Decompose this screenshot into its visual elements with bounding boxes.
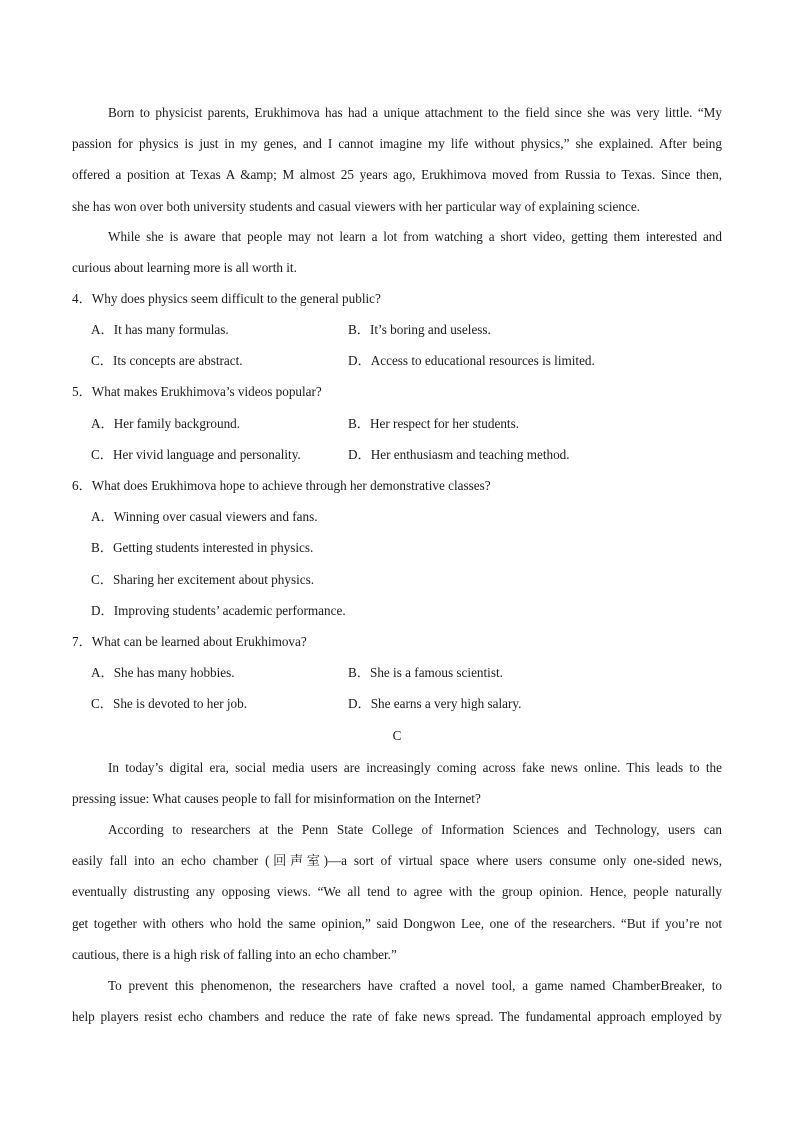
- text-line: pressing issue: What causes people to fall for misinformation on the Internet?: [72, 791, 481, 807]
- text-line: help players resist echo chambers and reduce the rate of fake news spread. The fundamental approach employed by: [72, 1009, 722, 1025]
- text-line: While she is aware that people may not learn a lot from watching a short video, getting them interested and: [108, 229, 722, 244]
- question-7-option-b: B．She is a famous scientist.: [348, 665, 503, 680]
- section-c-paragraph-3: [72, 970, 722, 1032]
- section-c-paragraph-2: [72, 814, 722, 970]
- question-4-stem: 4．Why does physics seem difficult to the general public?: [72, 291, 381, 306]
- question-5-option-c: C．Her vivid language and personality.: [91, 447, 301, 462]
- text-line: curious about learning more is all worth it.: [72, 260, 297, 276]
- question-5-option-b: B．Her respect for her students.: [348, 416, 520, 431]
- question-7-option-c: C．She is devoted to her job.: [91, 696, 248, 711]
- question-6-stem: 6．What does Erukhimova hope to achieve through her demonstrative classes?: [72, 478, 491, 493]
- question-4-option-c: C．Its concepts are abstract.: [91, 353, 243, 368]
- question-5-option-d: D．Her enthusiasm and teaching method.: [348, 447, 570, 462]
- question-6-option-a: A．Winning over casual viewers and fans.: [91, 509, 318, 524]
- text-line: In today’s digital era, social media users are increasingly coming across fake news online. This leads to the: [108, 760, 722, 775]
- text-line: get together with others who hold the same opinion,” said Dongwon Lee, one of the researchers. “But if you’re not: [72, 915, 722, 931]
- text-line: cautious, there is a high risk of falling into an echo chamber.”: [72, 946, 397, 962]
- question-4-option-a: A．It has many formulas.: [91, 322, 229, 337]
- section-c-heading: C: [392, 728, 402, 743]
- question-4-option-b: B．It’s boring and useless.: [348, 322, 491, 337]
- section-c-paragraph-1: [72, 752, 722, 814]
- question-4-option-d: D．Access to educational resources is limited.: [348, 353, 595, 368]
- text-line: eventually distrusting any opposing views. “We all tend to agree with the group opinion. Hence, people naturally: [72, 884, 722, 900]
- question-7-stem: 7．What can be learned about Erukhimova?: [72, 634, 307, 649]
- text-line: passion for physics is just in my genes, and I cannot imagine my life without physics,” she explained. After being: [72, 136, 722, 152]
- text-line: According to researchers at the Penn State College of Information Sciences and Technology, users can: [108, 822, 722, 837]
- question-5-option-a: A．Her family background.: [91, 416, 241, 431]
- text-line: Born to physicist parents, Erukhimova has had a unique attachment to the field since she was very little. “My: [108, 105, 722, 120]
- question-6-option-d: D．Improving students’ academic performance.: [91, 603, 346, 618]
- text-line: offered a position at Texas A &amp; M almost 25 years ago, Erukhimova moved from Russia to Texas. Since then,: [72, 167, 722, 183]
- passage-b-paragraph-2: [72, 221, 722, 283]
- text-line: easily fall into an echo chamber (回声室)—a sort of virtual space where users consume only one-sided news,: [72, 853, 722, 869]
- text-line: To prevent this phenomenon, the researchers have crafted a novel tool, a game named ChamberBreaker, to: [108, 978, 722, 993]
- question-7-option-d: D．She earns a very high salary.: [348, 696, 522, 711]
- question-6-option-c: C．Sharing her excitement about physics.: [91, 572, 315, 587]
- passage-b-paragraph-1: [72, 97, 722, 222]
- question-6-option-b: B．Getting students interested in physics.: [91, 540, 314, 555]
- question-5-stem: 5．What makes Erukhimova’s videos popular?: [72, 384, 322, 399]
- text-line: she has won over both university students and casual viewers with her particular way of explaining science.: [72, 198, 640, 214]
- question-7-option-a: A．She has many hobbies.: [91, 665, 235, 680]
